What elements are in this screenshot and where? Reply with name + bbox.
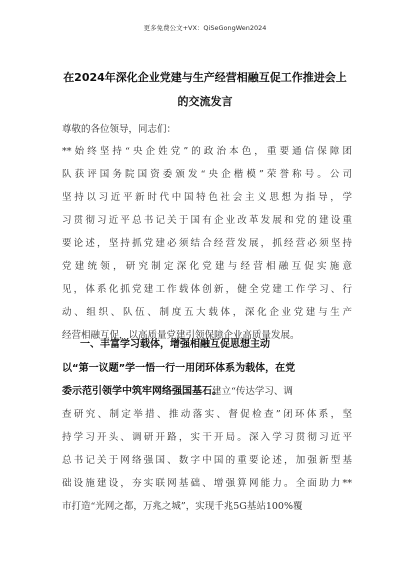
text-line: 坚持以习近平新时代中国特色社会主义思想为指导，学	[62, 192, 352, 203]
text-line: 习贯彻习近平总书记关于国有企业改革发展和党的建设重	[62, 215, 352, 226]
text-line: 要论述，坚持抓党建必须结合经营发展，抓经营必须坚持	[62, 238, 352, 249]
section-heading-1: 一、丰富学习载体，增强相融互促思想主动	[80, 339, 270, 350]
text-line: 队获评国务院国资委颁发“央企楷模”荣誉称号。公司	[62, 169, 352, 180]
paragraph-1	[62, 140, 352, 347]
document-title-line-1: 在2024年深化企业党建与生产经营相融互促工作推进会上	[63, 71, 347, 84]
text-line: 持学习开头、调研开路，实干开局。深入学习贯彻习近平	[62, 432, 352, 443]
text-line: 党建统领，研究制定深化党建与经营相融互促实施意	[62, 261, 352, 272]
text-line: 总书记关于网络强国、数字中国的重要论述，加强新型基	[62, 455, 352, 466]
salutation: 尊敬的各位领导，同志们：	[62, 124, 177, 135]
text-line: 经营相融互促，以高质量党建引领保障企业高质量发展。	[62, 330, 300, 341]
text-line: **始终坚持“央企姓党”的政治本色，重要通信保障团	[62, 146, 352, 157]
text-line: 以“第一议题”学一悟一行一用闭环体系为载体，在党	[62, 363, 296, 374]
text-line: 查研究、制定举措、推动落实、督促检查”闭环体系，坚	[62, 409, 352, 420]
paragraph-2	[62, 403, 352, 518]
text-line: 动、组织、队伍、制度五大载体，深化企业党建与生产	[62, 307, 352, 318]
header-note: 更多免费公文+VX：QiSeGongWen2024	[143, 24, 267, 32]
text-line: 市打造“光网之都，万兆之城”，实现千兆5G基站100%覆	[62, 501, 303, 512]
text-line: 见，体系化抓党建工作载体创新，健全党建工作学习、行	[62, 284, 352, 295]
text-line: 础设施建设，夯实联网基础、增强算网能力。全面助力**	[62, 478, 352, 489]
paragraph-2-continuation	[212, 380, 352, 403]
text-line: 委示范引领学中筑牢网络强国基石。	[62, 386, 222, 397]
document-title-line-2: 的交流发言	[177, 95, 233, 108]
text-line: 建立“传达学习、调	[212, 386, 293, 397]
